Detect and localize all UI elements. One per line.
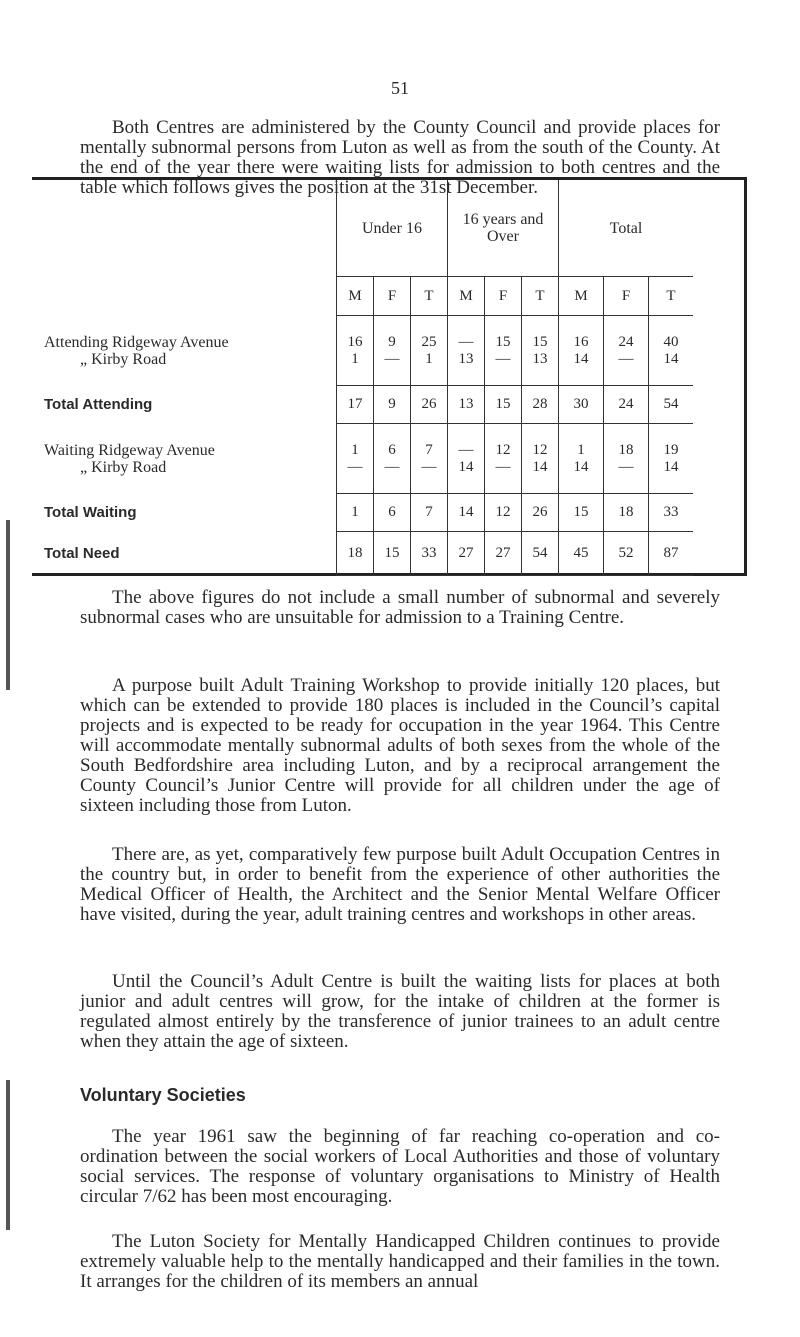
- table-cell: 33: [649, 494, 694, 532]
- table-cell: 12: [485, 494, 522, 532]
- table-group-header: Under 16: [337, 180, 448, 277]
- table-cell: 15: [559, 494, 604, 532]
- table-cell: 87: [649, 532, 694, 576]
- table-cell: 26: [522, 494, 559, 532]
- table-cell: 18 —: [604, 424, 649, 494]
- row-label-text: Waiting Ridgeway Avenue: [44, 441, 215, 459]
- table-cell: 52: [604, 532, 649, 576]
- table-cell: 17: [337, 386, 374, 424]
- table-cell: 54: [522, 532, 559, 576]
- table-cell: 1 14: [559, 424, 604, 494]
- table-row: [36, 386, 693, 424]
- table-sub-header: M: [337, 277, 374, 316]
- table-cell: — 13: [448, 316, 485, 386]
- table-corner-cell: [36, 180, 337, 316]
- table-group-header: Total: [559, 180, 694, 277]
- table-sub-header: M: [559, 277, 604, 316]
- row-label-text: Total Waiting: [44, 504, 137, 521]
- table-cell: 18: [604, 494, 649, 532]
- row-label-text: „ Kirby Road: [80, 350, 167, 368]
- table-row-label: [36, 316, 337, 386]
- paragraph-adult-workshop: A purpose built Adult Training Workshop to provide initially 120 places, but which can be extended to provide 180 places is included in the Council’s capital projects and is expected to be ready for occupation in the year 1964. This Centre will accommodate mentally subnormal adults of both sexes from the whole of the South Bedfordshire area including Luton, and by a reciprocal arrangement the County Council’s Junior Centre will provide for all children under the age of sixteen including those from Luton.: [80, 675, 720, 816]
- table-cell: 9: [374, 386, 411, 424]
- table-row: [36, 424, 693, 494]
- table-cell: 1 —: [337, 424, 374, 494]
- table-row-label: [36, 424, 337, 494]
- table-cell: 15 13: [522, 316, 559, 386]
- table-cell: 12 14: [522, 424, 559, 494]
- table-cell: 16 14: [559, 316, 604, 386]
- table-row: [36, 316, 693, 386]
- table-cell: 15: [374, 532, 411, 576]
- table-cell: 54: [649, 386, 694, 424]
- table-cell: 27: [485, 532, 522, 576]
- table-cell: 6: [374, 494, 411, 532]
- row-label-text: Total Need: [44, 545, 120, 562]
- table-row: [36, 494, 693, 532]
- intro-paragraph: Both Centres are administered by the County Council and provide places for mentally subnormal persons from Luton as well as from the south of the County. At the end of the year there were waiting lists for admission to both centres and the table which follows gives the position at the 31st December.: [80, 117, 720, 198]
- table-cell: 18: [337, 532, 374, 576]
- table-row: [36, 532, 693, 576]
- row-label-text: „ Kirby Road: [80, 458, 167, 476]
- paragraph-cooperation: The year 1961 saw the beginning of far reaching co-operation and co-ordination between the social workers of Local Authorities and those of voluntary social services. The response of voluntary organisations to Ministry of Health circular 7/62 has been most encouraging.: [80, 1126, 720, 1207]
- section-heading-voluntary-societies: Voluntary Societies: [80, 1085, 246, 1105]
- table-cell: — 14: [448, 424, 485, 494]
- table-sub-header: T: [649, 277, 694, 316]
- table-cell: 14: [448, 494, 485, 532]
- table-sub-header: T: [522, 277, 559, 316]
- table-cell: 24 —: [604, 316, 649, 386]
- table-cell: 24: [604, 386, 649, 424]
- table-cell: 19 14: [649, 424, 694, 494]
- row-label-text: Total Attending: [44, 396, 153, 413]
- table-cell: 7: [411, 494, 448, 532]
- scan-edge-mark: [6, 520, 10, 690]
- paragraph-luton-society: The Luton Society for Mentally Handicapped Children continues to provide extremely valuable help to the mentally handicapped and their families in the town. It arranges for the children of its members an annual: [80, 1231, 720, 1292]
- table-cell: 13: [448, 386, 485, 424]
- table-sub-header: M: [448, 277, 485, 316]
- table-cell: 28: [522, 386, 559, 424]
- table-sub-header: T: [411, 277, 448, 316]
- table-row-label: [36, 532, 337, 576]
- table-cell: 45: [559, 532, 604, 576]
- table-sub-header: F: [604, 277, 649, 316]
- table-cell: 15: [485, 386, 522, 424]
- table-cell: 12 —: [485, 424, 522, 494]
- table-sub-header: F: [374, 277, 411, 316]
- table-cell: 9 —: [374, 316, 411, 386]
- row-label-text: Attending Ridgeway Avenue: [44, 333, 229, 351]
- table-cell: 1: [337, 494, 374, 532]
- table-cell: 30: [559, 386, 604, 424]
- table-group-header-row: [36, 180, 693, 277]
- training-centre-table: [36, 180, 693, 576]
- page-number: 51: [391, 78, 409, 98]
- table-row-label: [36, 386, 337, 424]
- table-cell: 7 —: [411, 424, 448, 494]
- table-row-label: [36, 494, 337, 532]
- paragraph-waiting-lists: Until the Council’s Adult Centre is built the waiting lists for places at both junior and adult centres will grow, for the intake of children at the former is regulated almost entirely by the transference of junior trainees to an adult centre when they attain the age of sixteen.: [80, 971, 720, 1052]
- table-cell: 25 1: [411, 316, 448, 386]
- table-cell: 15 —: [485, 316, 522, 386]
- table-cell: 26: [411, 386, 448, 424]
- paragraph-occupation-centres: There are, as yet, comparatively few purpose built Adult Occupation Centres in the country but, in order to benefit from the experience of other authorities the Medical Officer of Health, the Architect and the Senior Mental Welfare Officer have visited, during the year, adult training centres and workshops in other areas.: [80, 844, 720, 925]
- table-cell: 27: [448, 532, 485, 576]
- table-cell: 6 —: [374, 424, 411, 494]
- scan-edge-mark: [6, 1080, 10, 1230]
- table-sub-header: F: [485, 277, 522, 316]
- table-cell: 16 1: [337, 316, 374, 386]
- table-group-header: 16 years and Over: [448, 180, 559, 277]
- table-cell: 40 14: [649, 316, 694, 386]
- paragraph-excluded-cases: The above figures do not include a small number of subnormal and severely subnormal cases who are unsuitable for admission to a Training Centre.: [80, 587, 720, 628]
- table-cell: 33: [411, 532, 448, 576]
